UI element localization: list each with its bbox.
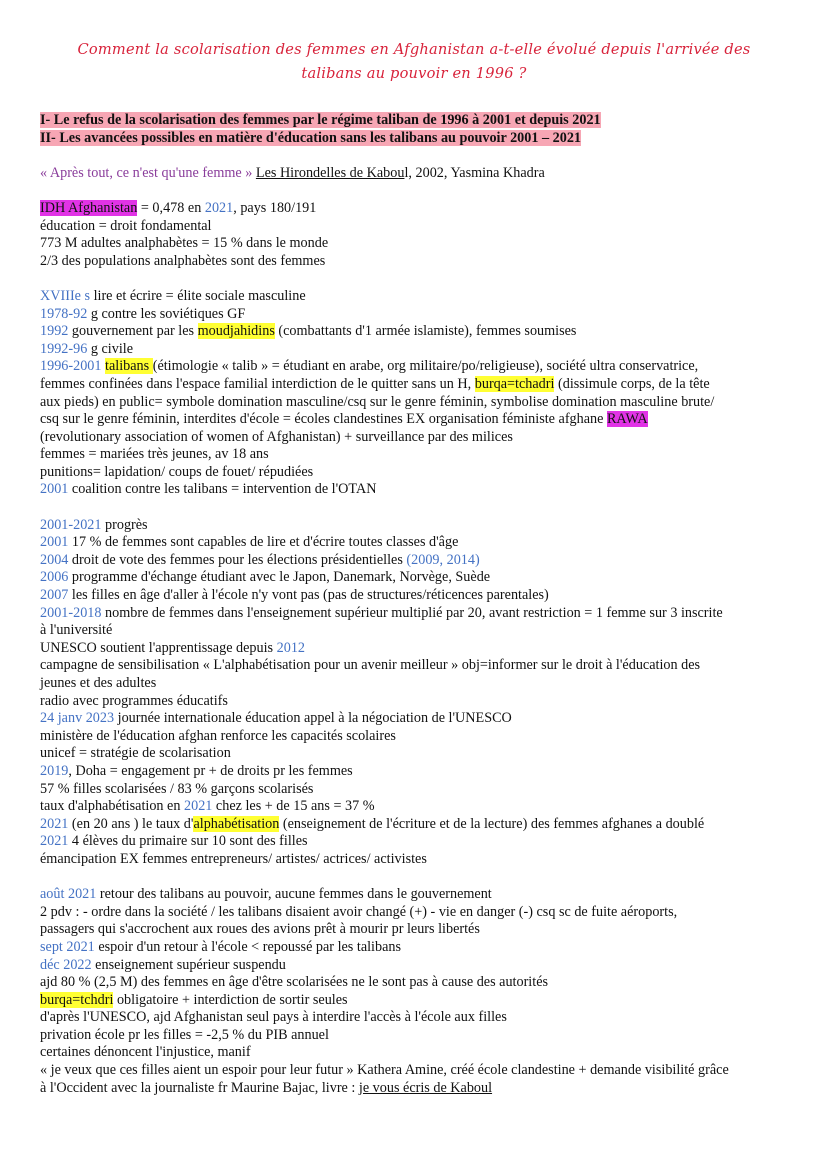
entry-text: g contre les soviétiques GF — [87, 305, 246, 322]
entry-text: lire et écrire = élite sociale masculine — [90, 287, 306, 304]
entry-text: 4 élèves du primaire sur 10 sont des filles — [68, 833, 308, 850]
date: 1978-92 — [40, 305, 88, 322]
entry-text: espoir d'un retour à l'école < repoussé par les talibans — [94, 938, 402, 955]
book-title: je vous écris de Kaboul — [358, 1079, 493, 1096]
entry-text: UNESCO soutient l'apprentissage depuis — [40, 639, 277, 656]
date: 1996-2001 — [40, 358, 102, 375]
book-title: Les Hirondelles de Kabou — [255, 164, 405, 181]
return-entry: privation école pr les filles = -2,5 % du PIB annuel — [40, 1026, 329, 1043]
progress-entry — [40, 605, 800, 623]
progress-entry — [40, 816, 800, 834]
date: 2021 — [204, 199, 234, 216]
return-entry — [40, 957, 800, 975]
quote-text: « Après tout, ce n'est qu'une femme » — [40, 164, 253, 181]
return-entry: « je veux que ces filles aient un espoir pour leur futur » Kathera Amine, créé école clandestine + demande visibilité grâce — [40, 1062, 729, 1079]
progress-section — [40, 517, 800, 869]
highlight: burqa=tchadri — [474, 375, 555, 392]
return-entry: ajd 80 % (2,5 M) des femmes en âge d'être scolarisées ne le sont pas à cause des autorités — [40, 974, 549, 991]
progress-entry — [40, 640, 800, 658]
entry-text: nombre de femmes dans l'enseignement supérieur multiplié par 20, avant restriction = 1 femme sur 3 inscrite — [101, 604, 723, 621]
history-entry — [40, 341, 800, 359]
stat-line: 2/3 des populations analphabètes sont des femmes — [40, 252, 326, 269]
entry-text: les filles en âge d'aller à l'école n'y vont pas (pas de structures/réticences parentales) — [68, 587, 549, 604]
progress-entry — [40, 569, 800, 587]
quote-ref: , 2002, Yasmina Khadra — [408, 164, 545, 181]
progress-entry-cont: à l'université — [40, 622, 113, 639]
return-entry: 2 pdv : - ordre dans la société / les talibans disaient avoir changé (+) - vie en danger (-) csq sc de fuite aéroports, — [40, 903, 678, 920]
date: 2021 — [184, 798, 213, 815]
return-entry-cont — [40, 1080, 800, 1098]
idh-line — [40, 200, 800, 218]
idh-value: = 0,478 en — [137, 199, 205, 216]
stat-line: éducation = droit fondamental — [40, 217, 212, 234]
entry-text: (dissimule corps, de la tête — [554, 375, 710, 392]
date: 2001-2018 — [40, 604, 102, 621]
idh-rank: , pays 180/191 — [233, 199, 317, 216]
highlight: burqa=tchdri — [40, 991, 114, 1008]
date: 2007 — [40, 587, 69, 604]
date: 2012 — [276, 639, 305, 656]
title-line-2: talibans au pouvoir en 1996 ? — [301, 65, 527, 82]
date: 2021 — [40, 815, 69, 832]
date: 2001 — [40, 481, 69, 498]
history-entry — [40, 306, 800, 324]
entry-text: journée internationale éducation appel à la négociation de l'UNESCO — [114, 710, 512, 727]
entry-text: 17 % de femmes sont capables de lire et d'écrire toutes classes d'âge — [68, 534, 459, 551]
date: 1992-96 — [40, 340, 88, 357]
date: XVIIIe s — [40, 287, 91, 304]
return-entry — [40, 886, 800, 904]
stat-line: 773 M adultes analphabètes = 15 % dans le monde — [40, 235, 329, 252]
progress-entry — [40, 517, 800, 535]
return-section — [40, 886, 800, 1097]
highlight: alphabétisation — [193, 815, 280, 832]
date: 2006 — [40, 569, 69, 586]
date: 24 janv 2023 — [40, 710, 115, 727]
document-body — [40, 112, 800, 1097]
entry-text: , Doha = engagement pr + de droits pr les femmes — [68, 762, 353, 779]
progress-entry: radio avec programmes éducatifs — [40, 692, 228, 709]
plan-part-2: II- Les avancées possibles en matière d'éducation sans les talibans au pouvoir 2001 – 2021 — [40, 129, 582, 146]
date: (2009, 2014) — [406, 551, 480, 568]
highlight: talibans — [105, 358, 153, 375]
highlight: moudjahidins — [197, 323, 275, 340]
entry-text: g civile — [87, 340, 133, 357]
return-entry: certaines dénoncent l'injustice, manif — [40, 1044, 251, 1061]
history-entry-cont: aux pieds) en public= symbole domination masculine/csq sur le genre féminin, symbolise domination masculine brute/ — [40, 393, 715, 410]
return-entry: d'après l'UNESCO, ajd Afghanistan seul pays à interdire l'accès à l'école aux filles — [40, 1009, 507, 1026]
idh-label: IDH Afghanistan — [40, 199, 138, 216]
entry-text: retour des talibans au pouvoir, aucune femmes dans le gouvernement — [96, 886, 492, 903]
history-entry — [40, 358, 800, 376]
date: 2004 — [40, 551, 69, 568]
stats-section — [40, 200, 800, 270]
return-entry-cont: passagers qui s'accrochent aux roues des avions prêt à mourir pr leurs libertés — [40, 921, 480, 938]
history-entry-cont — [40, 411, 800, 429]
date: août 2021 — [40, 886, 97, 903]
progress-entry — [40, 587, 800, 605]
progress-entry — [40, 552, 800, 570]
date: 2019 — [40, 762, 69, 779]
progress-entry: ministère de l'éducation afghan renforce les capacités scolaires — [40, 727, 396, 744]
date: déc 2022 — [40, 956, 92, 973]
highlight: RAWA — [606, 411, 648, 428]
entry-text: obligatoire + interdiction de sortir seules — [113, 991, 348, 1008]
history-entry — [40, 481, 800, 499]
history-section — [40, 288, 800, 499]
progress-entry: unicef = stratégie de scolarisation — [40, 745, 231, 762]
entry-text: (étimologie « talib » = étudiant en arabe, org militaire/po/religieuse), société ultra conservatrice, — [152, 358, 699, 375]
progress-entry — [40, 534, 800, 552]
progress-entry — [40, 710, 800, 728]
entry-text: programme d'échange étudiant avec le Japon, Danemark, Norvège, Suède — [68, 569, 491, 586]
date: 2001-2021 — [40, 516, 102, 533]
entry-text: à l'Occident avec la journaliste fr Maurine Bajac, livre : — [40, 1079, 359, 1096]
history-entry-cont: (revolutionary association of women of Afghanistan) + surveillance par des milices — [40, 428, 513, 445]
progress-entry-cont: jeunes et des adultes — [40, 675, 157, 691]
progress-entry: 57 % filles scolarisées / 83 % garçons scolarisés — [40, 780, 314, 797]
progress-entry — [40, 798, 800, 816]
date: 2001 — [40, 534, 69, 551]
history-entry — [40, 323, 800, 341]
progress-entry — [40, 833, 800, 851]
return-entry — [40, 992, 800, 1010]
book-title-tail: l — [404, 164, 409, 181]
entry-text: droit de vote des femmes pour les élections présidentielles — [68, 551, 407, 568]
date: 1992 — [40, 323, 69, 340]
date: sept 2021 — [40, 938, 95, 955]
entry-text: progrès — [101, 516, 148, 533]
quote-line — [40, 165, 800, 183]
plan-part-1: I- Le refus de la scolarisation des femmes par le régime taliban de 1996 à 2001 et depuis 2021 — [40, 112, 601, 128]
history-entry: punitions= lapidation/ coups de fouet/ répudiées — [40, 463, 314, 480]
progress-entry — [40, 763, 800, 781]
entry-text: enseignement supérieur suspendu — [91, 956, 286, 973]
entry-text: csq sur le genre féminin, interdites d'école = écoles clandestines EX organisation féministe afghane — [40, 411, 607, 428]
history-entry: femmes = mariées très jeunes, av 18 ans — [40, 446, 269, 463]
progress-entry: campagne de sensibilisation « L'alphabétisation pour un avenir meilleur » obj=informer sur le droit à l'éducation des — [40, 657, 701, 674]
entry-text: coalition contre les talibans = intervention de l'OTAN — [68, 481, 377, 498]
entry-text: chez les + de 15 ans = 37 % — [212, 798, 375, 815]
entry-text: gouvernement par les — [68, 323, 198, 340]
plan — [40, 112, 800, 147]
document-title — [40, 38, 788, 86]
entry-text: (enseignement de l'écriture et de la lecture) des femmes afghanes a doublé — [279, 815, 705, 832]
date: 2021 — [40, 833, 69, 850]
entry-text: taux d'alphabétisation en — [40, 798, 184, 815]
history-entry-cont — [40, 376, 800, 394]
entry-text: (combattants d'1 armée islamiste), femmes soumises — [274, 323, 577, 340]
progress-entry: émancipation EX femmes entrepreneurs/ artistes/ actrices/ activistes — [40, 850, 427, 867]
entry-text: (en 20 ans ) le taux d' — [68, 815, 194, 832]
history-entry — [40, 288, 800, 306]
entry-text: femmes confinées dans l'espace familial interdiction de le quitter sans un H, — [40, 375, 475, 392]
return-entry — [40, 939, 800, 957]
title-line-1: Comment la scolarisation des femmes en Afghanistan a-t-elle évolué depuis l'arrivée des — [77, 41, 751, 58]
